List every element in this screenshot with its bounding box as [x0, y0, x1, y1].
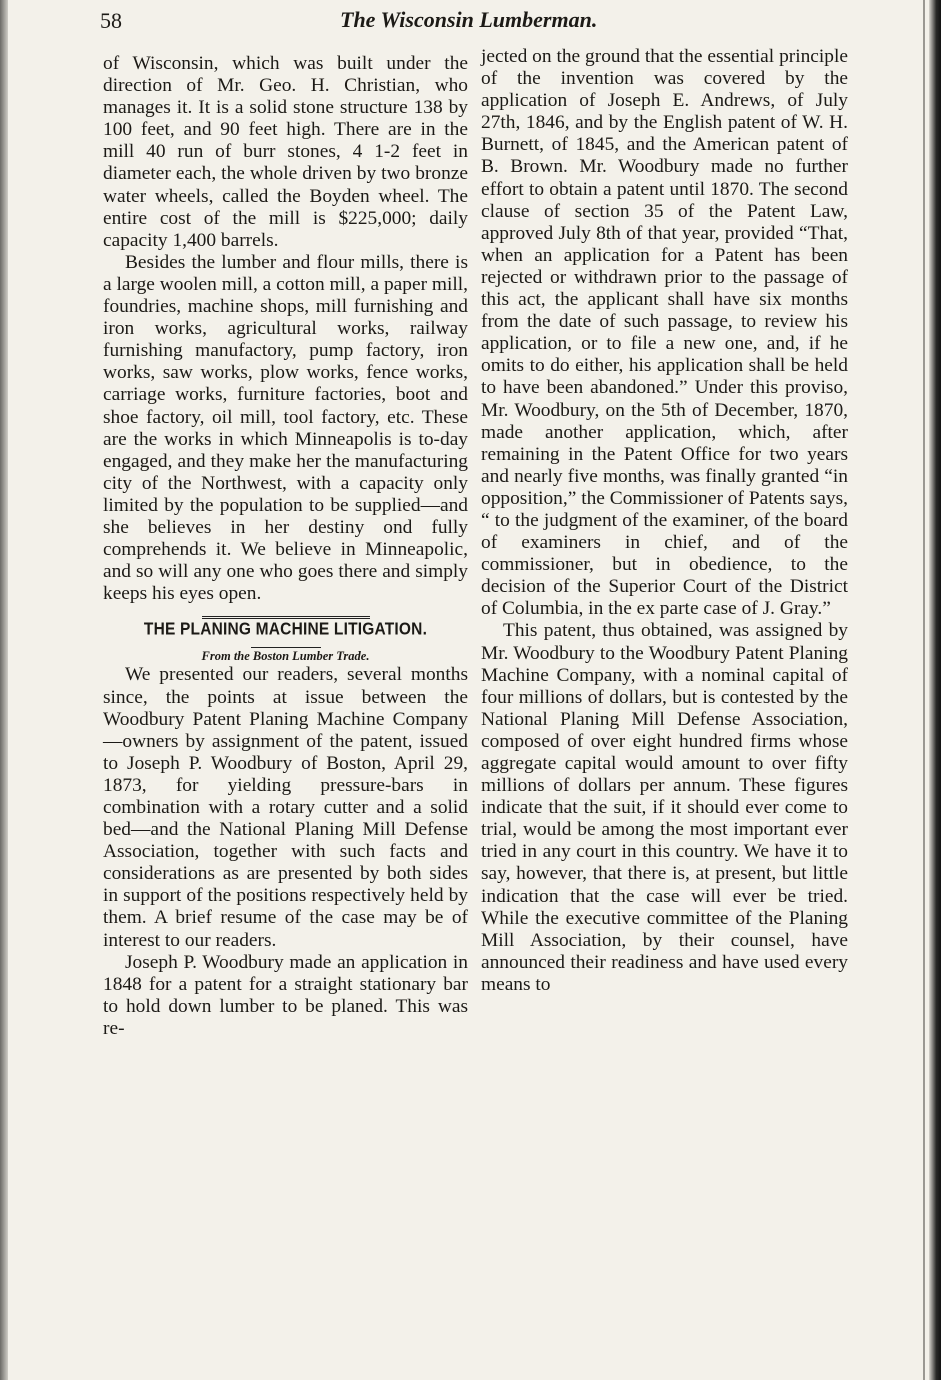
source-credit: From the Boston Lumber Trade. [201, 649, 370, 664]
left-paragraph-2: Besides the lumber and flour mills, there is a large woolen mill, a cotton mill, a paper mill, foundries, machine shops, mill furnishing and iron works, agricultural works, railway furnishing manufactory, pump factory, iron works, saw works, plow works, fence works, carriage works, furniture factories, boot and shoe factory, oil mill, tool factory, etc. These are the works in which Minneapolis is to-day engaged, and they make her the manufacturing city of the Northwest, with a capacity only limited by the population to be supplied—and she believes in her destiny ond fully comprehends it. We believe in Minneapolic, and so will any one who goes there and simply keeps his eyes open. [103, 251, 468, 605]
left-paragraph-4: Joseph P. Woodbury made an application in 1848 for a patent for a straight stationary bar to hold down lumber to be planed. This was re- [103, 951, 468, 1039]
scan-edge-left [0, 0, 8, 1380]
right-paragraph-1: jected on the ground that the essential principle of the invention was covered by the application of Joseph E. Andrews, of July 27th, 1846, and by the English patent of W. H. Burnett, of 1845, and the American patent of B. Brown. Mr. Woodbury made no further effort to obtain a patent until 1870. The second clause of section 35 of the Patent Law, approved July 8th of that year, provided “That, when an application for a Patent has been rejected or withdrawn prior to the passage of this act, the applicant shall have six months from the date of such passage, to review his application, or to file a new one, and, if he omits to do either, his application shall be held to have been abandoned.” Under this proviso, Mr. Woodbury, on the 5th of December, 1870, made another application, which, after remaining in the Patent Office for two years and nearly five months, was finally granted “in opposition,” the Commissioner of Patents says, “ to the judgment of the examiner, of the board of examiners in chief, and of the commissioner, but in obedience, to the decision of the Superior Court of the District of Columbia, in the ex parte case of J. Gray.” [481, 46, 848, 620]
page-number: 58 [100, 8, 122, 33]
left-paragraph-1: of Wisconsin, which was built under the direction of Mr. Geo. H. Christian, who manages it. It is a solid stone structure 138 by 100 feet, and 90 feet high. There are in the mill 40 run of burr stones, 4 1-2 feet in diameter each, the whole driven by two bronze water wheels, called the Boyden wheel. The entire cost of the mill is $225,000; daily capacity 1,400 barrels. [103, 53, 468, 251]
page-header [100, 6, 840, 36]
running-title: The Wisconsin Lumberman. [340, 7, 598, 32]
right-paragraph-2: This patent, thus obtained, was assigned by Mr. Woodbury to the Woodbury Patent Planing Machine Company, with a nominal capital of four millions of dollars, but is contested by the National Planing Mill Defense Association, composed of over eight hundred firms whose aggregate capital would amount to over fifty millions of dollars per annum. These figures indicate that the suit, if it should ever come to trial, would be among the most important ever tried in any court in this country. We have it to say, however, that there is, at present, but little indication that the case will ever be tried. While the executive committee of the Planing Mill Association, by their counsel, have announced their readiness and have used every means to [481, 620, 848, 995]
scan-edge-right [929, 0, 941, 1380]
section-heading: THE PLANING MACHINE LITIGATION. [143, 619, 428, 640]
scan-edge-line [923, 0, 925, 1380]
left-column [103, 53, 468, 1040]
right-column [481, 46, 848, 996]
left-paragraph-3: We presented our readers, several months since, the points at issue between the Woodbury Patent Planing Machine Company—owners by assignment of the patent, issued to Joseph P. Woodbury of Boston, April 29, 1873, for yielding pressure-bars in combination with a rotary cutter and a solid bed—and the National Planing Mill Defense Association, together with such facts and considerations as are presented by both sides in support of the positions respectively held by them. A brief resume of the case may be of interest to our readers. [103, 664, 468, 951]
